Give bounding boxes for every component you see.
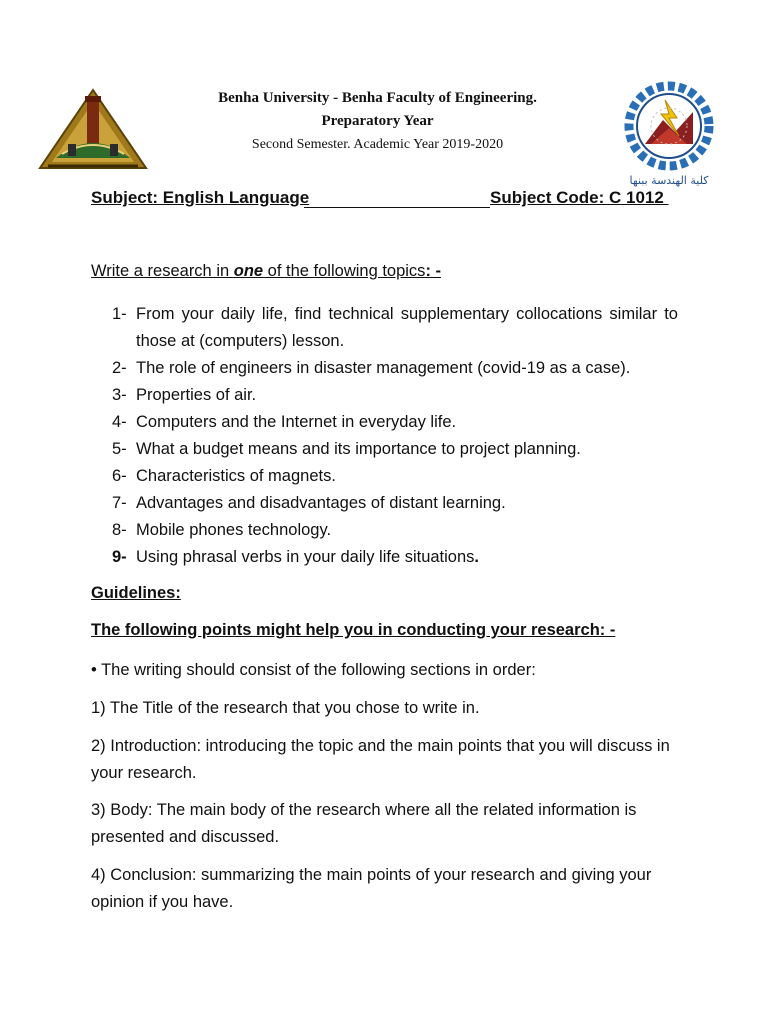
topic-text: Characteristics of magnets.	[136, 467, 336, 485]
topic-text: Properties of air.	[136, 386, 257, 404]
topic-text: Using phrasal verbs in your daily life situations	[136, 548, 475, 566]
guidelines-heading: Guidelines:	[91, 584, 181, 602]
instruction-after: of the following topics	[263, 262, 426, 280]
instruction-before: Write a research in	[91, 262, 234, 280]
topic-item	[112, 355, 678, 382]
topic-number: 3-	[112, 386, 127, 404]
topic-number: 6-	[112, 467, 127, 485]
topic-item	[112, 463, 678, 490]
topic-number: 4-	[112, 413, 127, 431]
topic-text-wrapper	[136, 544, 678, 571]
guideline-item-introduction: 2) Introduction: introducing the topic and the main points that you will discuss in your research.	[91, 737, 670, 782]
topic-item	[112, 544, 678, 571]
topic-text: What a budget means and its importance to project planning.	[136, 440, 581, 458]
topic-item	[112, 382, 678, 409]
subject-code: Subject Code: C 1012	[490, 188, 669, 207]
subject-underline-gap	[304, 207, 490, 208]
guideline-item-title: 1) The Title of the research that you chose to write in.	[91, 699, 480, 717]
topic-number: 8-	[112, 521, 127, 539]
topic-text: Mobile phones technology.	[136, 521, 332, 539]
sections-intro: • The writing should consist of the following sections in order:	[91, 661, 536, 679]
topic-number: 1-	[112, 305, 127, 323]
faculty-engineering-logo	[617, 80, 721, 190]
topic-number: 9-	[112, 548, 127, 566]
topic-number: 5-	[112, 440, 127, 458]
logo-caption-text: كلية الهندسة ببنها	[629, 174, 709, 187]
topic-end-mark: .	[474, 548, 480, 566]
research-instruction	[91, 262, 441, 281]
topic-number: 7-	[112, 494, 127, 512]
topic-item	[112, 409, 678, 436]
semester-title: Second Semester. Academic Year 2019-2020	[251, 137, 504, 152]
guidelines-subheading: The following points might help you in conducting your research: -	[91, 621, 616, 639]
topic-text: From your daily life, find technical supplementary collocations similar to those at (computers) lesson.	[136, 305, 678, 350]
university-title: Benha University - Benha Faculty of Engineering.	[218, 90, 537, 106]
topic-item	[112, 301, 678, 355]
topic-item	[112, 490, 678, 517]
guideline-item-conclusion: 4) Conclusion: summarizing the main points of your research and giving your opinion if you have.	[91, 866, 652, 911]
topic-list	[112, 301, 678, 571]
university-crest-logo	[38, 88, 148, 170]
topic-number: 2-	[112, 359, 127, 377]
subject-label: Subject: English Language	[91, 188, 310, 207]
guideline-item-body: 3) Body: The main body of the research where all the related information is presented and discussed.	[91, 801, 637, 846]
topic-item	[112, 436, 678, 463]
topic-text: Computers and the Internet in everyday life.	[136, 413, 457, 431]
instruction-end-mark: : -	[425, 262, 442, 280]
instruction-emphasis: one	[233, 262, 264, 280]
year-title: Preparatory Year	[321, 113, 434, 129]
topic-item	[112, 517, 678, 544]
topic-text: The role of engineers in disaster management (covid-19 as a case).	[136, 359, 631, 377]
topic-text: Advantages and disadvantages of distant learning.	[136, 494, 506, 512]
